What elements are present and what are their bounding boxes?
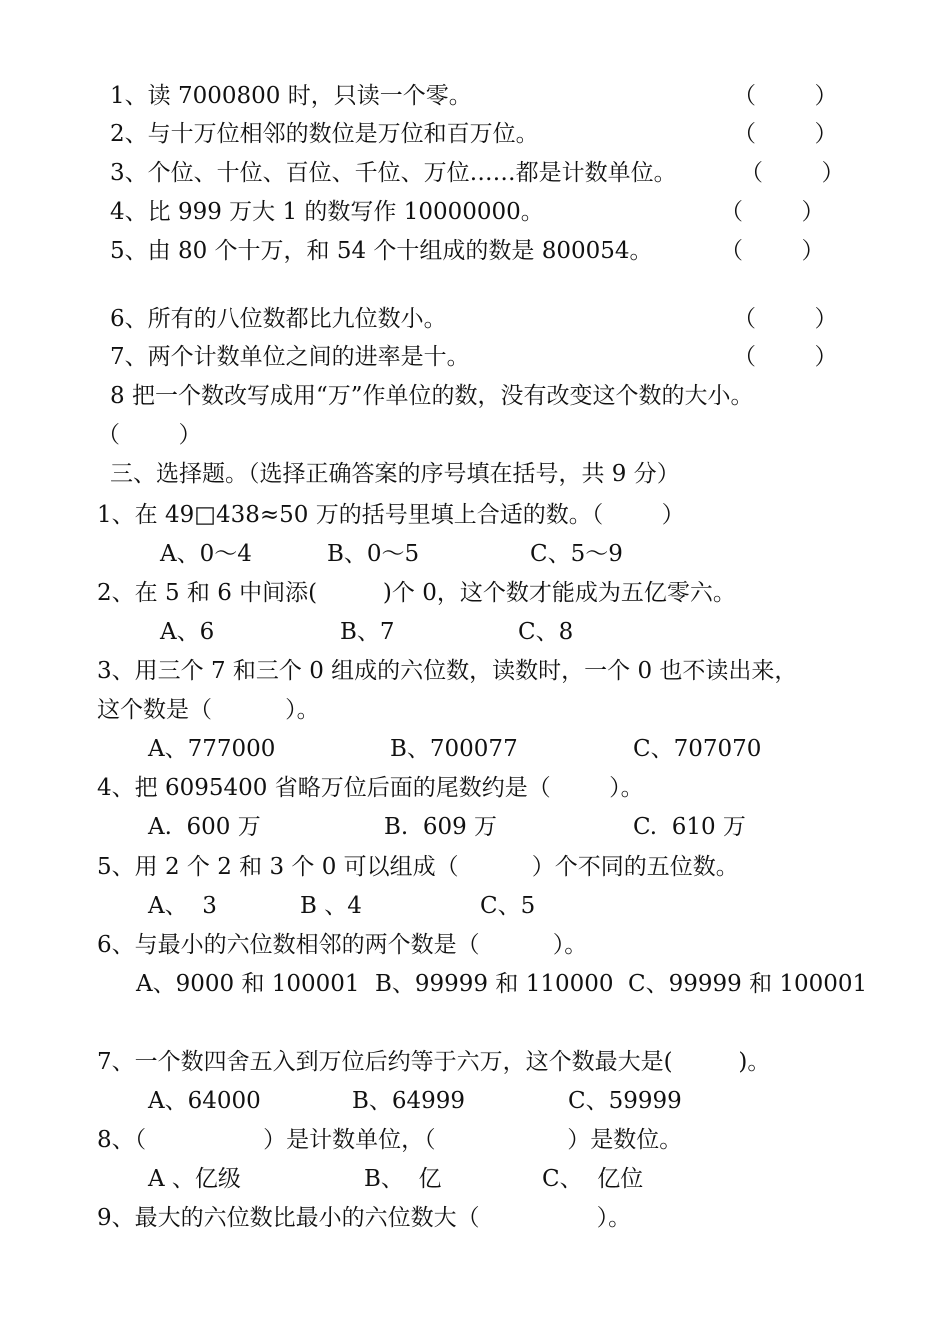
- question-3-cont: 这个数是（ ）。: [97, 697, 320, 723]
- q5-option-c[interactable]: C、5: [480, 893, 536, 919]
- answer-paren-6[interactable]: （ ）: [733, 306, 838, 332]
- q2-option-b[interactable]: B、7: [340, 619, 395, 645]
- q8-option-a[interactable]: A 、亿级: [148, 1166, 241, 1192]
- judgment-item-4: 4、比 999 万大 1 的数写作 10000000。: [110, 199, 544, 225]
- q6-option-a[interactable]: A、9000 和 100001: [136, 971, 360, 997]
- judgment-item-3: 3、个位、十位、百位、千位、万位……都是计数单位。: [110, 160, 677, 186]
- q4-option-a[interactable]: A. 600 万: [148, 814, 261, 840]
- q3-option-b[interactable]: B、700077: [390, 736, 518, 762]
- question-3: 3、用三个 7 和三个 0 组成的六位数，读数时，一个 0 也不读出来，: [97, 658, 798, 684]
- question-9: 9、最大的六位数比最小的六位数大（ ）。: [97, 1205, 632, 1231]
- q4-option-c[interactable]: C. 610 万: [633, 814, 746, 840]
- q7-option-c[interactable]: C、59999: [568, 1088, 682, 1114]
- q1-option-a[interactable]: A、0～4: [160, 541, 252, 567]
- answer-paren-2[interactable]: （ ）: [733, 121, 838, 147]
- q3-option-a[interactable]: A、777000: [148, 736, 276, 762]
- q3-option-c[interactable]: C、707070: [633, 736, 762, 762]
- judgment-item-8: 8 把一个数改写成用“万”作单位的数，没有改变这个数的大小。: [110, 383, 754, 409]
- q6-option-c[interactable]: C、99999 和 100001: [628, 971, 868, 997]
- question-7: 7、一个数四舍五入到万位后约等于六万，这个数最大是( )。: [97, 1049, 771, 1075]
- q1-option-b[interactable]: B、0～5: [327, 541, 420, 567]
- q6-option-b[interactable]: B、99999 和 110000: [375, 971, 614, 997]
- answer-paren-4[interactable]: （ ）: [720, 199, 825, 225]
- q1-option-c[interactable]: C、5～9: [530, 541, 623, 567]
- judgment-item-6: 6、所有的八位数都比九位数小。: [110, 306, 447, 332]
- q8-option-b[interactable]: B、 亿: [364, 1166, 442, 1192]
- q4-option-b[interactable]: B. 609 万: [384, 814, 498, 840]
- q5-option-a[interactable]: A、 3: [148, 893, 217, 919]
- q2-option-c[interactable]: C、8: [518, 619, 574, 645]
- answer-paren-1[interactable]: （ ）: [733, 83, 838, 109]
- judgment-item-7: 7、两个计数单位之间的进率是十。: [110, 344, 470, 370]
- q7-option-b[interactable]: B、64999: [352, 1088, 466, 1114]
- question-4: 4、把 6095400 省略万位后面的尾数约是（ ）。: [97, 775, 644, 801]
- q8-option-c[interactable]: C、 亿位: [542, 1166, 644, 1192]
- section-heading: 三、选择题。（选择正确答案的序号填在括号，共 9 分）: [110, 461, 680, 487]
- answer-paren-5[interactable]: （ ）: [720, 238, 825, 264]
- question-8: 8、（ ）是计数单位，（ ）是数位。: [97, 1127, 683, 1153]
- q5-option-b[interactable]: B 、4: [300, 893, 362, 919]
- q2-option-a[interactable]: A、6: [160, 619, 215, 645]
- answer-paren-8[interactable]: （ ）: [97, 422, 202, 448]
- question-6: 6、与最小的六位数相邻的两个数是（ ）。: [97, 932, 588, 958]
- judgment-item-2: 2、与十万位相邻的数位是万位和百万位。: [110, 121, 539, 147]
- judgment-item-1: 1、读 7000800 时，只读一个零。: [110, 83, 472, 109]
- question-1: 1、在 49□438≈50 万的括号里填上合适的数。（ ）: [97, 502, 685, 528]
- question-2: 2、在 5 和 6 中间添( )个 0，这个数才能成为五亿零六。: [97, 580, 736, 606]
- q7-option-a[interactable]: A、64000: [148, 1088, 261, 1114]
- question-5: 5、用 2 个 2 和 3 个 0 可以组成（ ）个不同的五位数。: [97, 854, 739, 880]
- answer-paren-7[interactable]: （ ）: [733, 344, 838, 370]
- judgment-item-5: 5、由 80 个十万，和 54 个十组成的数是 800054。: [110, 238, 653, 264]
- answer-paren-3[interactable]: （ ）: [740, 160, 845, 186]
